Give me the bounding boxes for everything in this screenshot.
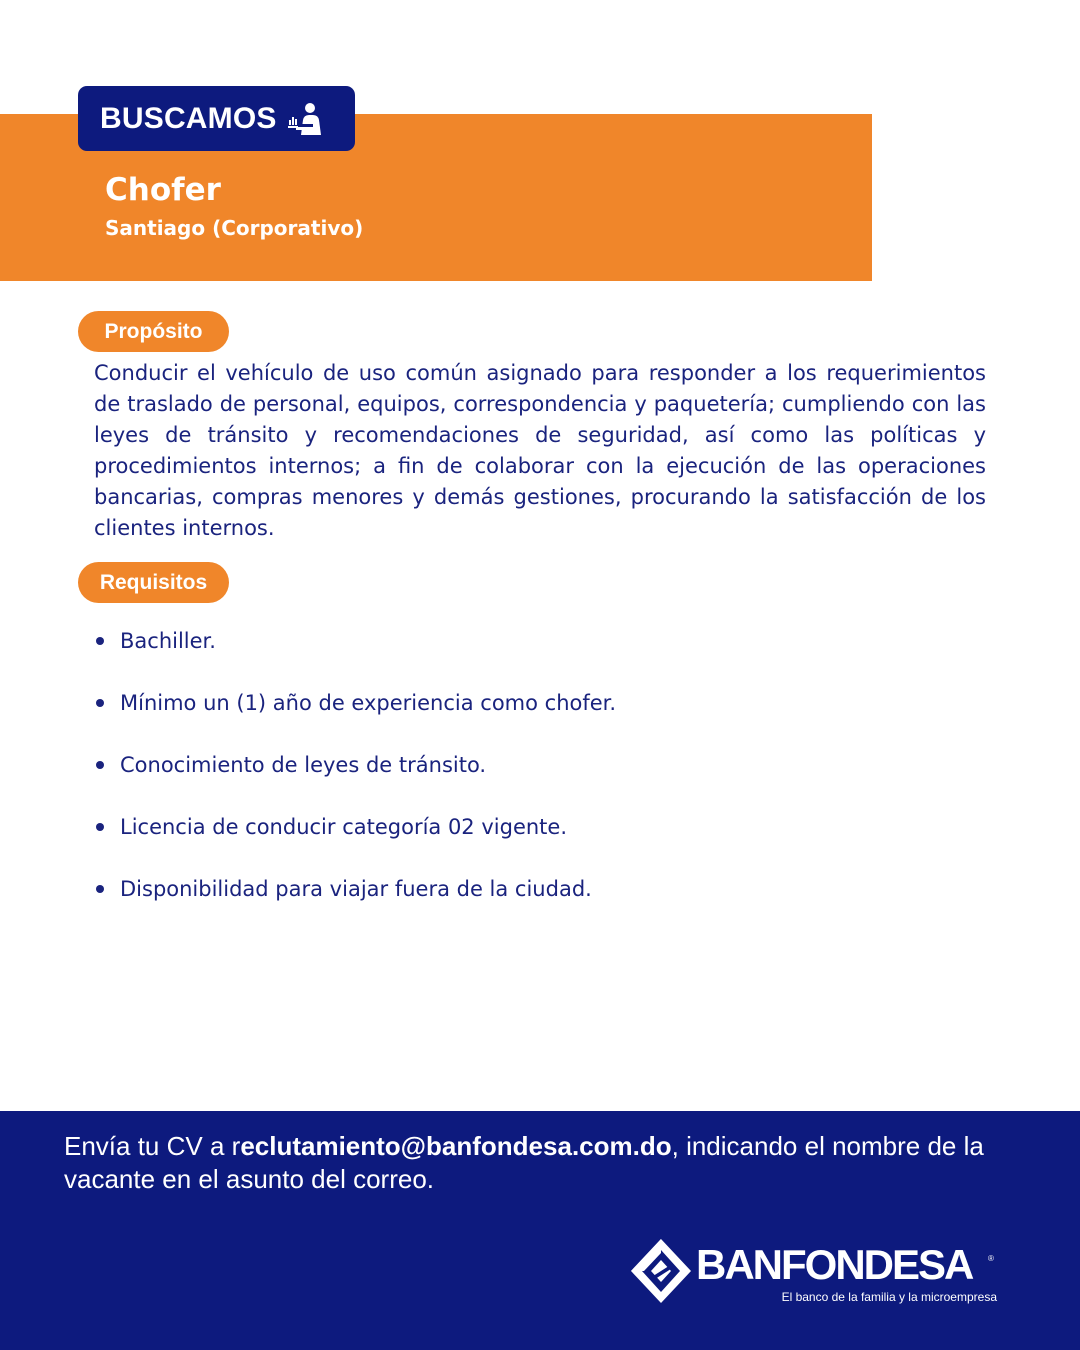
section-label-proposito: Propósito (78, 311, 229, 352)
registered-mark: ® (988, 1254, 994, 1263)
job-title: Chofer (105, 172, 221, 208)
requirement-text: Conocimiento de leyes de tránsito. (120, 753, 487, 777)
footer-text-prefix: Envía tu CV a r (64, 1131, 241, 1161)
badge-label: BUSCAMOS (100, 101, 277, 135)
logo-tagline: El banco de la familia y la microempresa (781, 1290, 997, 1304)
requirement-text: Licencia de conducir categoría 02 vigente. (120, 815, 567, 839)
requirement-text: Disponibilidad para viajar fuera de la ciudad. (120, 877, 592, 901)
email-link[interactable]: eclutamiento@banfondesa.com.do (240, 1131, 672, 1161)
purpose-text: Conducir el vehículo de uso común asignado para responder a los requerimientos de traslado de personal, equipos, correspondencia y paquetería; cumpliendo con las leyes de tránsito y recomendaciones de seguridad, así como las políticas y procedimientos internos; a fin de colaborar con la ejecución de las operaciones bancarias, compras menores y demás gestiones, procurando la satisfacción de los clientes internos. (94, 361, 986, 540)
job-location: Santiago (Corporativo) (105, 216, 364, 240)
bullet-icon (96, 885, 104, 893)
list-item (94, 624, 994, 686)
banfondesa-logo (630, 1238, 1000, 1308)
bullet-icon (96, 761, 104, 769)
bullet-icon (96, 699, 104, 707)
footer-text-suffix: , indicando el nombre de la vacante en el asunto del correo. (64, 1131, 984, 1194)
list-item (94, 686, 994, 748)
bullet-icon (96, 823, 104, 831)
list-item (94, 872, 994, 934)
footer-cta-text (64, 1130, 1024, 1196)
requirements-list (94, 624, 994, 934)
banfondesa-diamond-icon (630, 1238, 692, 1304)
bullet-icon (96, 637, 104, 645)
list-item (94, 810, 994, 872)
list-item (94, 748, 994, 810)
logo-wordmark: BANFONDESA (696, 1241, 973, 1288)
section-label-requisitos: Requisitos (78, 562, 229, 603)
person-at-desk-icon (287, 102, 323, 136)
requirement-text: Mínimo un (1) año de experiencia como chofer. (120, 691, 617, 715)
buscamos-badge (78, 86, 355, 151)
requirement-text: Bachiller. (120, 629, 216, 653)
